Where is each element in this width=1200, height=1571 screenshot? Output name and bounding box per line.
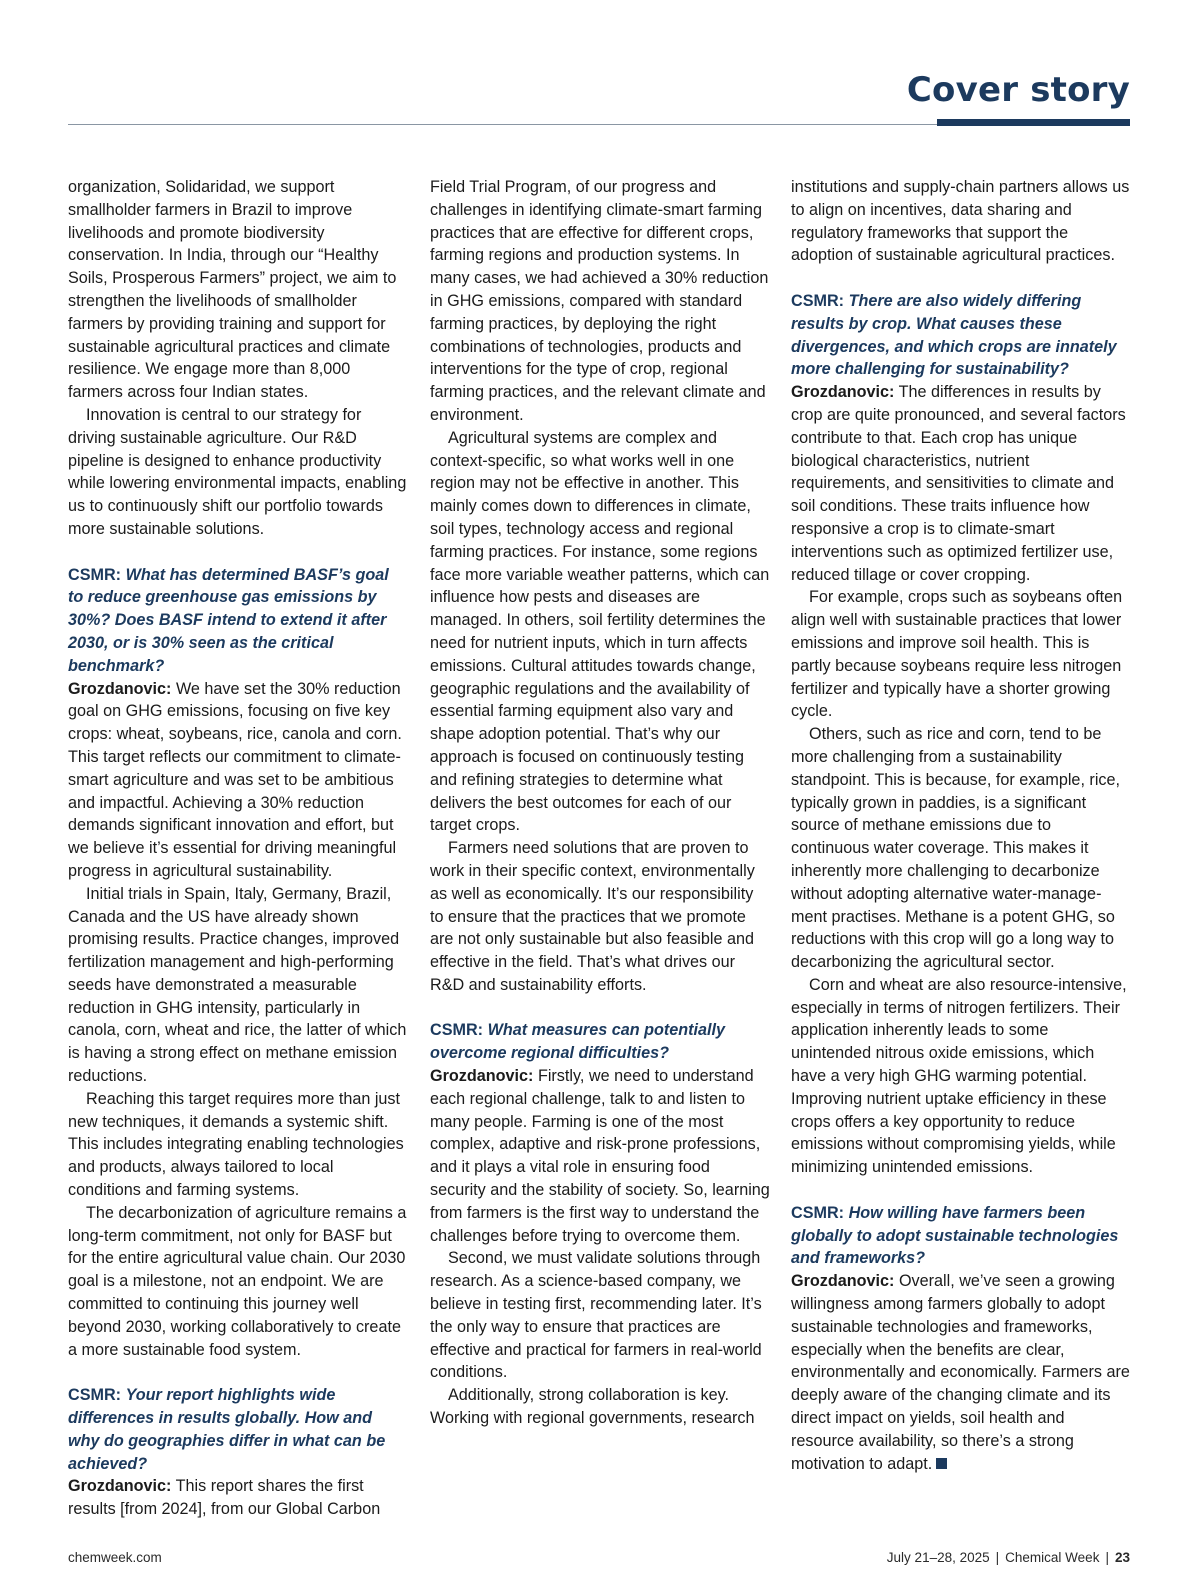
question-label: CSMR:: [791, 291, 845, 310]
section-title: Cover story: [906, 70, 1130, 110]
question-text: Your report highlights wide differences in results globally. How and why do geographies differ in what can be achieved?: [68, 1386, 386, 1473]
question-label: CSMR:: [68, 565, 122, 584]
end-of-article-mark: [936, 1458, 947, 1469]
question-text: There are also widely differing results by crop. What causes these divergences, and which crops are innately more challenging for sustainability?: [791, 291, 1117, 379]
question-label: CSMR:: [430, 1021, 484, 1040]
paragraph: Reaching this target requires more than just new techniques, it demands a systemic shift. This includes integrating enabling technologies and products, always tailored to local conditions and farming systems.: [68, 1089, 404, 1200]
footer-issue-info: [887, 1550, 1130, 1565]
column-2: [430, 176, 770, 1430]
speaker-name: Grozdanovic:: [430, 1067, 534, 1086]
question: [791, 290, 1131, 381]
paragraph: Initial trials in Spain, Italy, Germany, Brazil, Canada and the US have already shown promising results. Practice changes, improved fertilization management and high-performing seeds have demonstrated a measurable reduction in GHG intensity, particularly in canola, corn, wheat and rice, the latter of which is having a strong effect on methane emission reductions.: [68, 884, 407, 1086]
answer: [791, 1270, 1131, 1475]
speaker-name: Grozdanovic:: [791, 383, 895, 402]
paragraph: Second, we must validate solutions through research. As a science-based company, we believe in testing first, recommending later. It’s the only way to ensure that practices are effective and practical for farmers in real-world conditions.: [430, 1249, 762, 1382]
speaker-name: Grozdanovic:: [68, 1477, 172, 1496]
paragraph: Farmers need solutions that are proven to work in their specific context, environmentally as well as economically. It’s our responsibility to ensure that the practices that we promote are not only sustainable but also feasible and effective in the field. That’s what drives our R&D and sustainability efforts.: [430, 839, 755, 994]
answer: [68, 678, 408, 883]
answer-text: Firstly, we need to understand each regional challenge, talk to and listen to many people. Farming is one of the most complex, adaptive and risk-prone professions, and it plays a vital role in ensuring food security and the stability of society. So, learning from farmers is the first way to understand the challenges before trying to overcome them.: [430, 1067, 770, 1245]
column-1: [68, 176, 408, 1521]
answer: [430, 1065, 770, 1247]
question: [430, 1019, 770, 1065]
article-body: [68, 176, 1130, 1519]
footer-separator: |: [1105, 1550, 1109, 1565]
footer-website: chemweek.com: [68, 1550, 162, 1565]
question-label: CSMR:: [68, 1386, 122, 1405]
paragraph: Agricultural systems are complex and context-specific, so what works well in one region may not be effective in another. This mainly comes down to differences in climate, soil types, technology access and regional farming practices. For instance, some regions face more variable weather patterns, which can influence how pests and diseases are managed. In others, soil fertility determines the need for nutrient inputs, which in turn affects emissions. Cultural attitudes towards change, geographic regulations and the availability of essential farming equipment also vary and shape adoption potential. That’s why our approach is focused on continuously testing and refining strategies to determine what delivers the best outcomes for each of our target crops.: [430, 428, 770, 835]
page-number: 23: [1114, 1550, 1130, 1565]
question: [791, 1202, 1131, 1270]
answer-text: This report shares the first results [from 2024], from our Global Carbon: [68, 1477, 381, 1519]
answer-text: We have set the 30% reduction goal on GHG emissions, focusing on five key crops: wheat, soybeans, rice, canola and corn. This target reflects our commitment to climate-smart agriculture and was set to be ambitious and impactful. Achieving a 30% reduction demands significant innovation and effort, but we believe it’s essential for driving meaningful progress in agricultural sustainability.: [68, 679, 402, 880]
footer-date: July 21–28, 2025: [886, 1550, 990, 1565]
paragraph: institutions and supply-chain partners allows us to align on incentives, data sharing and regulatory frameworks that support the adoption of sustainable agricultural practices.: [791, 178, 1130, 265]
question-text: What has determined BASF’s goal to reduce greenhouse gas emissions by 30%? Does BASF intend to extend it after 2030, or is 30% seen as the critical benchmark?: [68, 565, 389, 675]
paragraph: The decarbonization of agriculture remains a long-term commitment, not only for BASF but for the entire agricultural value chain. Our 2030 goal is a milestone, not an endpoint. We are committed to continuing this journey well beyond 2030, working collaboratively to create a more sustainable food system.: [68, 1203, 407, 1359]
column-3: [791, 176, 1131, 1475]
footer-publication: Chemical Week: [1005, 1550, 1100, 1565]
answer: [791, 381, 1131, 586]
question-label: CSMR:: [791, 1203, 845, 1222]
question-text: How willing have farmers been globally to adopt sustainable technologies and frameworks?: [791, 1203, 1119, 1268]
paragraph: Additionally, strong collaboration is key. Working with regional governments, research: [430, 1386, 755, 1428]
footer-separator: |: [995, 1550, 1000, 1565]
answer-text: Overall, we’ve seen a growing willingness among farmers globally to adopt sustainable technologies and frameworks, especially when the benefits are clear, environmentally and economically. Farmers are deeply aware of the changing climate and its direct impact on yields, soil health and resource availability, so there’s a strong motivation to adapt.: [791, 1272, 1130, 1473]
paragraph: Field Trial Program, of our progress and challenges in identifying climate-smart farming practices that are effective for different crops, farming regions and production systems. In many cases, we had achieved a 30% reduction in GHG emissions, compared with standard farming practices, by deploying the right combinations of technologies, products and interventions for the type of crop, regional farming practices, and the relevant climate and environment.: [430, 178, 769, 424]
paragraph: Others, such as rice and corn, tend to be more challenging from a sustainability standpoint. This is because, for example, rice, typically grown in paddies, is a significant source of methane emissions due to continuous water coverage. This makes it inherently more challenging to decarbonize without adopting alternative water-management practises. Methane is a potent GHG, so reductions with this crop will go a long way to decarbonizing the agricultural sector.: [791, 725, 1121, 972]
question: [68, 564, 408, 678]
paragraph: Corn and wheat are also resource-intensive, especially in terms of nitrogen fertilizers. Their application inherently leads to some unintended nitrous oxide emissions, which have a very high GHG warming potential. Improving nutrient uptake efficiency in these crops offers a key opportunity to reduce emissions without compromising yields, while minimizing unintended emissions.: [791, 975, 1127, 1177]
speaker-name: Grozdanovic:: [791, 1272, 895, 1291]
header-rule-accent: [937, 119, 1130, 126]
paragraph: Innovation is central to our strategy for driving sustainable agriculture. Our R&D pipeline is designed to enhance productivity while lowering environmental impacts, enabling us to continuously shift our portfolio towards more sustainable solutions.: [68, 405, 407, 538]
paragraph: organization, Solidaridad, we support smallholder farmers in Brazil to improve livelihoods and promote biodiversity conservation. In India, through our “Healthy Soils, Prosperous Farmers” project, we aim to strengthen the livelihoods of smallholder farmers by providing training and support for sustainable agricultural practices and climate resilience. We engage more than 8,000 farmers across four Indian states.: [68, 178, 397, 402]
question: [68, 1384, 408, 1475]
question-text: What measures can potentially overcome regional difficulties?: [430, 1021, 726, 1063]
answer: [68, 1475, 408, 1521]
paragraph: For example, crops such as soybeans often align well with sustainable practices that lower emissions and improve soil health. This is partly because soybeans require less nitrogen fertilizer and typically have a shorter growing cycle.: [791, 588, 1123, 721]
speaker-name: Grozdanovic:: [68, 679, 172, 698]
answer-text: The differences in results by crop are quite pronounced, and several factors contribute to that. Each crop has unique biological characteristics, nutrient requirements, and sensitivities to climate and soil conditions. These traits influence how responsive a crop is to climate-smart interventions such as optimized fertilizer use, reduced tillage or cover cropping.: [791, 383, 1126, 584]
